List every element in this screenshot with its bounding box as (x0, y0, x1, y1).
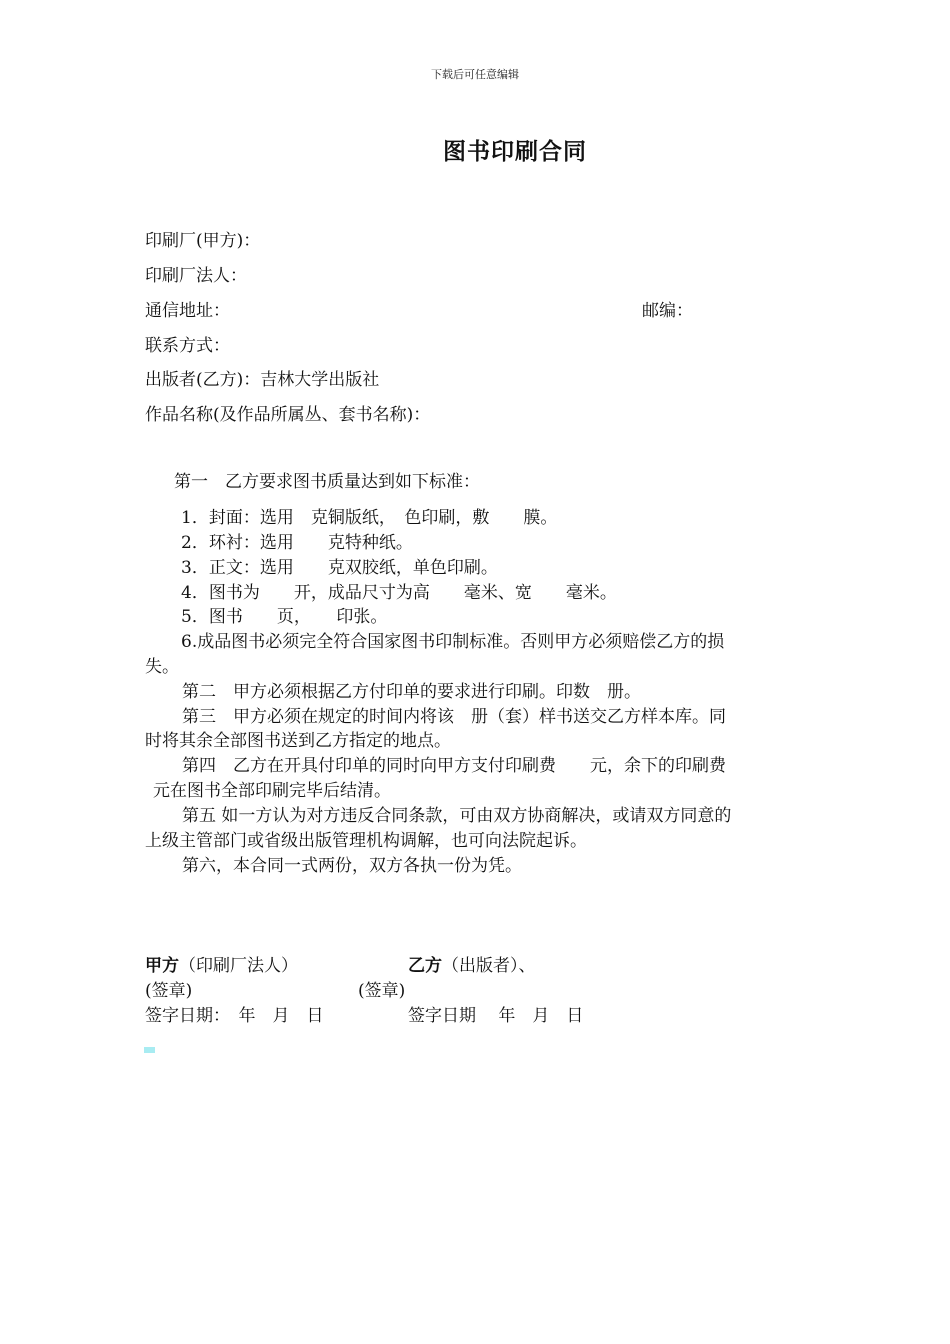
postcode-field: 邮编： (642, 301, 693, 321)
highlight-marker (144, 1047, 155, 1053)
header-note: 下载后可任意编辑 (431, 68, 519, 81)
clause-3-line2: 时将其余全部图书送到乙方指定的地点。 (145, 731, 451, 751)
clause-6: 第六，本合同一式两份，双方各执一份为凭。 (182, 856, 522, 876)
item-standard-line2: 失。 (145, 657, 179, 677)
item-cover: 1．封面：选用 克铜版纸， 色印刷，敷 膜。 (181, 508, 558, 528)
document-title: 图书印刷合同 (443, 139, 587, 165)
item-format: 4．图书为 开，成品尺寸为高 毫米、宽 毫米。 (181, 583, 617, 603)
clause-2: 第二 甲方必须根据乙方付印单的要求进行印刷。印数 册。 (182, 682, 641, 702)
party-b-role: （出版者）、 (442, 956, 536, 976)
clause-4-line2: 元在图书全部印刷完毕后结清。 (153, 781, 391, 801)
clause-5-line2: 上级主管部门或省级出版管理机构调解，也可向法院起诉。 (145, 831, 587, 851)
clause-5-line1: 第五 如一方认为对方违反合同条款，可由双方协商解决，或请双方同意的 (182, 806, 732, 826)
address-field: 通信地址： (145, 301, 230, 321)
printer-field: 印刷厂(甲方)： (145, 231, 261, 251)
item-pages: 5．图书 页， 印张。 (181, 607, 388, 627)
party-b-date: 签字日期 年 月 日 (408, 1006, 584, 1026)
party-a-signature-label (145, 951, 298, 976)
work-name-field: 作品名称(及作品所属丛、套书名称)： (145, 405, 431, 425)
contact-field: 联系方式： (145, 336, 230, 356)
party-a-label: 甲方 (145, 956, 179, 976)
party-b-seal: (签章) (358, 981, 406, 1001)
item-endpaper: 2．环衬：选用 克特种纸。 (181, 533, 413, 553)
party-b-label: 乙方 (408, 956, 442, 976)
party-a-role: （印刷厂法人） (179, 956, 298, 976)
party-b-signature-label (408, 951, 536, 976)
clause-4-line1: 第四 乙方在开具付印单的同时向甲方支付印刷费 元，余下的印刷费 (182, 756, 726, 776)
clause-3-line1: 第三 甲方必须在规定的时间内将该 册（套）样书送交乙方样本库。同 (182, 707, 726, 727)
clause-1-title: 第一 乙方要求图书质量达到如下标准： (174, 472, 480, 492)
party-a-seal: (签章) (145, 981, 193, 1001)
item-standard-line1: 6.成品图书必须完全符合国家图书印制标准。否则甲方必须赔偿乙方的损 (181, 632, 725, 652)
party-a-date: 签字日期： 年 月 日 (145, 1006, 324, 1026)
publisher-field: 出版者(乙方)：吉林大学出版社 (145, 370, 380, 390)
item-text: 3．正文：选用 克双胶纸，单色印刷。 (181, 558, 498, 578)
printer-legal-field: 印刷厂法人： (145, 266, 247, 286)
